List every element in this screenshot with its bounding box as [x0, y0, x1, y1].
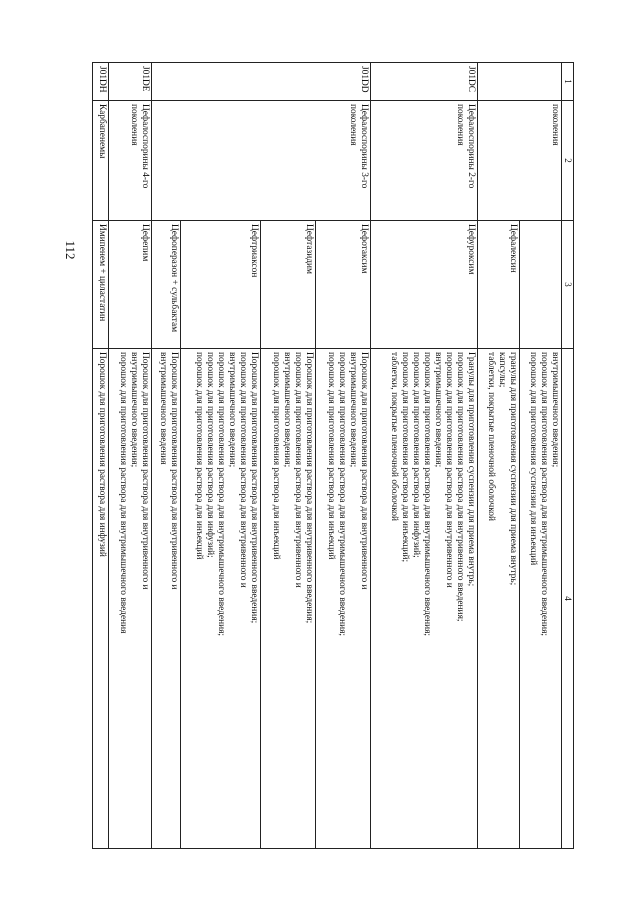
- dosage-form: порошок для приготовления раствора для внутривенного и: [238, 352, 249, 588]
- dosage-form: порошок для приготовления раствора для внутримышечного введения;: [337, 352, 348, 637]
- column-number: 3: [562, 221, 574, 349]
- dosage-forms-cell: [316, 349, 371, 849]
- dosage-form: внутримышечного введения;: [128, 352, 139, 468]
- drug-name-cell: Цефтазидим: [261, 221, 316, 349]
- dosage-form: гранулы для приготовления суспензии для приема внутрь;: [507, 352, 518, 586]
- dosage-forms-cell: [180, 349, 261, 849]
- atc-code-cell: J01DE: [109, 63, 151, 101]
- group-name-cell: поколения: [477, 101, 561, 221]
- group-name-cell: Цефалоспорины 2-го поколения: [371, 101, 477, 221]
- atc-code-cell: J01DD: [151, 63, 371, 101]
- dosage-form: таблетки, покрытые пленочной оболочкой: [388, 352, 399, 521]
- dosage-form: Порошок для приготовления раствора для внутривенного введения;: [249, 352, 260, 624]
- dosage-form: порошок для приготовления суспензии для инъекций: [528, 352, 538, 566]
- dosage-forms-cell: [151, 349, 180, 849]
- atc-code-cell: [477, 63, 561, 101]
- table-row: [93, 63, 109, 849]
- column-number-row: [562, 63, 574, 849]
- dosage-form: порошок для приготовления раствора для инъекций;: [399, 352, 410, 563]
- dosage-form: порошок для приготовления раствора для внутримышечного введения;: [539, 352, 549, 637]
- dosage-form: порошок для приготовления раствора для внутримышечного введения: [117, 352, 128, 634]
- dosage-form: порошок для приготовления раствора для инъекций: [326, 352, 337, 560]
- dosage-form: внутримышечного введения;: [348, 352, 359, 468]
- dosage-forms-cell: [261, 349, 316, 849]
- page-number: 112: [63, 240, 78, 260]
- dosage-forms-cell: [519, 349, 561, 849]
- dosage-form: порошок для приготовления раствора для инъекций: [194, 352, 205, 560]
- dosage-form: Порошок для приготовления раствора для внутривенного и: [168, 352, 179, 590]
- dosage-form: порошок для приготовления раствора для внутривенного и: [293, 352, 304, 588]
- column-number: 1: [562, 63, 574, 101]
- medication-table: [92, 62, 574, 849]
- dosage-form: внутримышечного введения;: [227, 352, 238, 468]
- table-row: [371, 63, 477, 849]
- dosage-form: Гранулы для приготовления суспензии для приема внутрь;: [465, 352, 476, 587]
- atc-code-cell: J01DC: [371, 63, 477, 101]
- atc-code-cell: J01DH: [93, 63, 109, 101]
- dosage-form: таблетки, покрытые пленочной оболочкой: [485, 352, 496, 521]
- column-number: 2: [562, 101, 574, 221]
- dosage-forms-cell: [477, 349, 519, 849]
- dosage-form: внутримышечного введения;: [282, 352, 293, 468]
- dosage-form: капсулы;: [496, 352, 507, 388]
- drug-name-cell: [519, 221, 561, 349]
- dosage-form: внутримышечного введения;: [550, 352, 560, 468]
- drug-name-cell: Цефалексин: [477, 221, 519, 349]
- dosage-form: порошок для приготовления раствора для внутримышечного введения;: [216, 352, 227, 637]
- table-row: [519, 63, 561, 849]
- dosage-form: внутримышечного введения: [157, 352, 168, 465]
- drug-name-cell: Цефотаксим: [316, 221, 371, 349]
- drug-name-cell: Имипенем + циластатин: [93, 221, 109, 349]
- drug-name-cell: Цефтриаксон: [180, 221, 261, 349]
- dosage-forms-cell: [371, 349, 477, 849]
- column-number: 4: [562, 349, 574, 849]
- dosage-form: Порошок для приготовления раствора для внутривенного введения;: [304, 352, 315, 624]
- drug-name-cell: Цефепим: [109, 221, 151, 349]
- dosage-form: внутримышечного введения;: [432, 352, 443, 468]
- drug-name-cell: Цефоперазон + сульбактам: [151, 221, 180, 349]
- drug-name-cell: Цефуроксим: [371, 221, 477, 349]
- table-row: [316, 63, 371, 849]
- table-row: [109, 63, 151, 849]
- dosage-form: Порошок для приготовления раствора для инфузий: [97, 352, 108, 557]
- dosage-form: порошок для приготовления раствора для инфузий;: [410, 352, 421, 558]
- dosage-form: порошок для приготовления раствора для внутримышечного введения;: [421, 352, 432, 637]
- dosage-form: порошок для приготовления раствора для инфузий;: [205, 352, 216, 558]
- group-name-cell: Цефалоспорины 4-го поколения: [109, 101, 151, 221]
- group-name-cell: Цефалоспорины 3-го поколения: [151, 101, 371, 221]
- dosage-forms-cell: [109, 349, 151, 849]
- dosage-forms-cell: [93, 349, 109, 849]
- rotated-page-content: [92, 62, 574, 848]
- dosage-form: порошок для приготовления раствора для инъекций: [271, 352, 282, 560]
- group-name-cell: Карбапенемы: [93, 101, 109, 221]
- dosage-form: порошок для приготовления раствора для внутривенного и: [443, 352, 454, 588]
- dosage-form: Порошок для приготовления раствора для внутривенного и: [139, 352, 150, 590]
- dosage-form: Порошок для приготовления раствора для внутривенного и: [359, 352, 370, 590]
- dosage-form: порошок для приготовления раствора для внутривенного введения;: [454, 352, 465, 622]
